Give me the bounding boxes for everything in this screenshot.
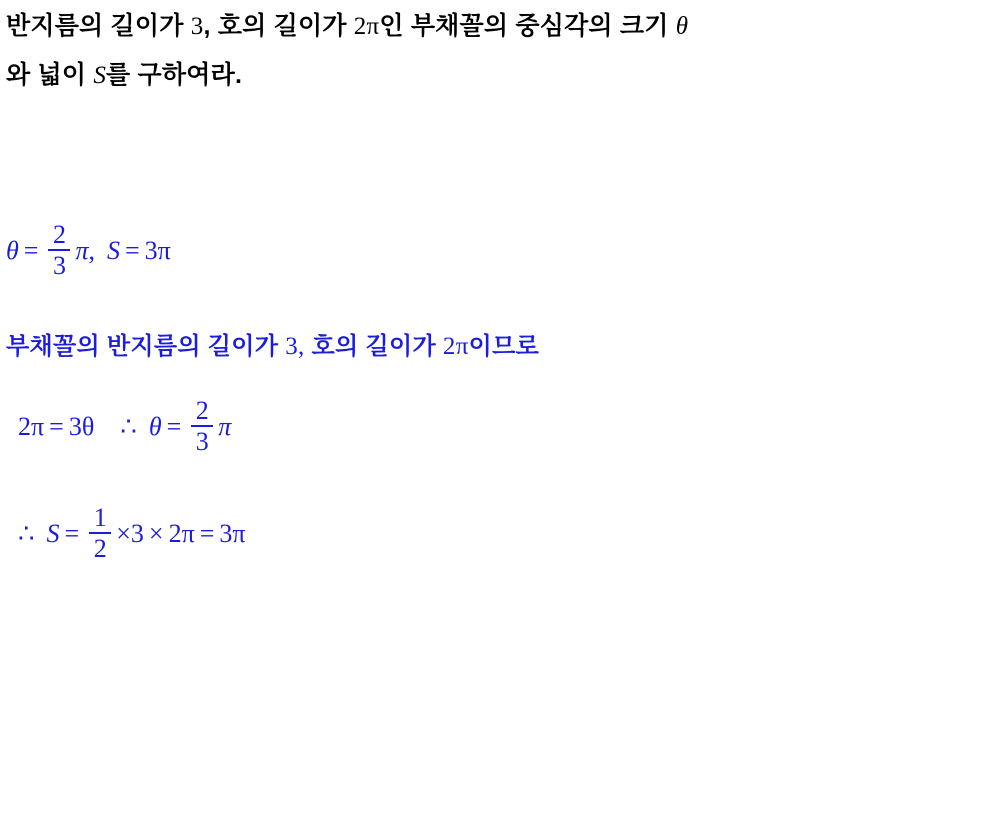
- step1-fraction-two-thirds: [191, 397, 213, 456]
- step1-fraction-numerator: 2: [195, 396, 209, 425]
- step2-times-sign-1: ×: [116, 519, 131, 549]
- reasoning-text-3: 이므로: [468, 333, 540, 360]
- step2-fraction-one-half: [89, 504, 111, 563]
- step1-left-term: 2π: [18, 412, 45, 442]
- step1-right-value: 3θ: [68, 412, 95, 442]
- step2-s-symbol: S: [46, 519, 60, 549]
- solution-step-2: [18, 505, 246, 564]
- problem-text-1: 반지름의 길이가: [6, 12, 191, 40]
- problem-number-3: 3: [190, 13, 204, 40]
- step1-expression: [18, 398, 231, 457]
- reasoning-number-2pi: 2π: [442, 333, 469, 360]
- answer-fraction-two-thirds: [48, 221, 70, 280]
- answer-equals-sign: =: [23, 236, 39, 266]
- answer-line: [6, 222, 171, 281]
- problem-statement: [6, 2, 986, 100]
- answer-s-value: 3π: [144, 236, 171, 266]
- step2-result: 3π: [219, 519, 246, 549]
- reasoning-line: [6, 326, 539, 361]
- step2-equals-sign-2: =: [199, 519, 215, 549]
- reasoning-text-2: 호의 길이가: [304, 333, 443, 360]
- problem-text-4: 와 넓이: [6, 61, 94, 89]
- step2-fraction-denominator: 2: [93, 534, 107, 564]
- solution-step-1: [18, 398, 231, 457]
- answer-s-symbol: S: [106, 236, 120, 266]
- step2-expression: [18, 505, 246, 564]
- step2-value-1: 3: [130, 519, 144, 549]
- step1-equals-sign-2: =: [166, 412, 182, 442]
- answer-theta-symbol: θ: [6, 236, 19, 266]
- answer-s-equals-sign: =: [124, 236, 140, 266]
- step1-pi-symbol: π: [218, 412, 232, 442]
- problem-text-3: 인 부채꼴의 중심각의 크기: [379, 12, 676, 40]
- problem-line-2: [6, 51, 986, 100]
- reasoning-text-1: 부채꼴의 반지름의 길이가: [6, 333, 286, 360]
- step1-right-term: [69, 412, 94, 442]
- answer-fraction-denominator: 3: [52, 251, 66, 281]
- answer-fraction-numerator: 2: [52, 220, 66, 249]
- step1-theta-symbol: θ: [148, 412, 162, 442]
- reasoning-number-3: 3,: [285, 333, 305, 360]
- problem-text-2: , 호의 길이가: [203, 12, 354, 40]
- answer-theta-expression: [6, 222, 171, 281]
- step1-fraction-denominator: 3: [195, 427, 209, 457]
- step2-value-2: 2π: [168, 519, 195, 549]
- answer-comma: ,: [88, 236, 95, 266]
- step1-therefore-symbol: ∴: [120, 412, 137, 442]
- step2-times-sign-2: ×: [148, 519, 164, 549]
- step1-equals-sign: =: [49, 412, 64, 442]
- step2-fraction-numerator: 1: [93, 503, 107, 532]
- step2-therefore-symbol: ∴: [18, 519, 35, 549]
- problem-symbol-theta: θ: [675, 13, 689, 40]
- problem-text-5: 를 구하여라.: [106, 61, 243, 89]
- problem-symbol-s: S: [93, 62, 107, 89]
- step2-equals-sign: =: [64, 519, 80, 549]
- answer-pi-symbol: π: [75, 236, 89, 266]
- problem-number-2pi: 2π: [353, 13, 380, 40]
- problem-line-1: [6, 2, 986, 51]
